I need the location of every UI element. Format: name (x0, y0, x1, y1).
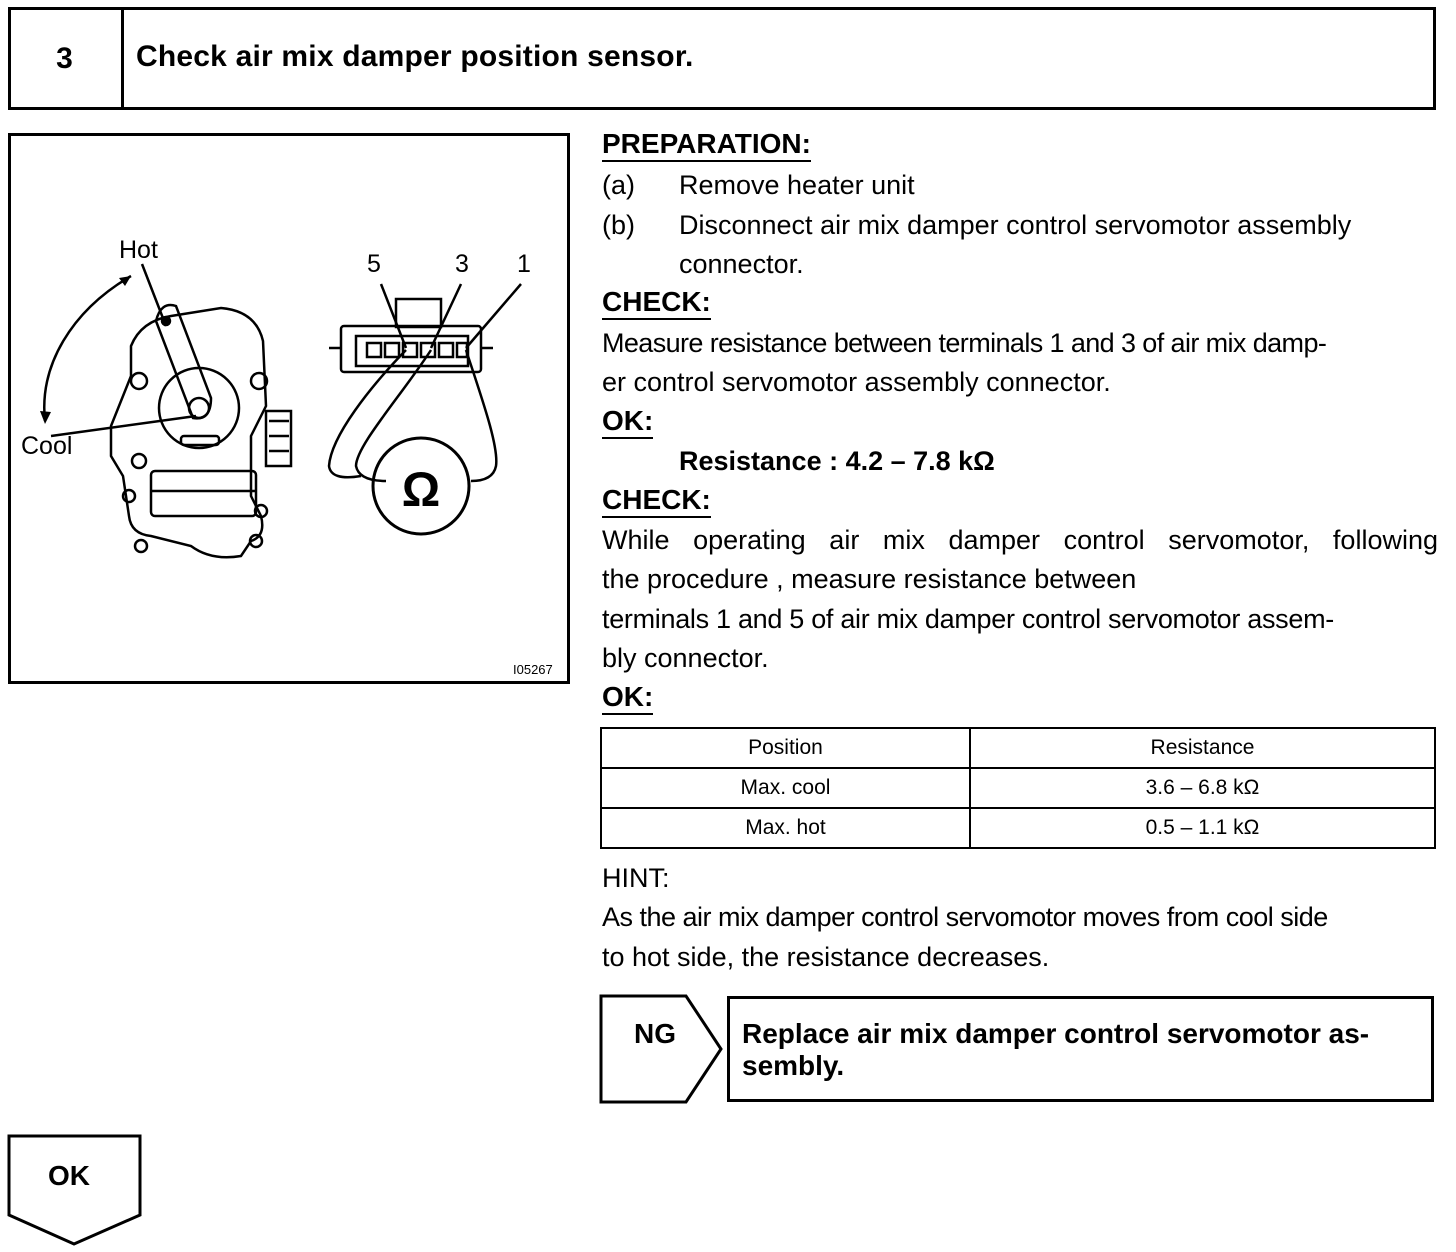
table-header-row (601, 728, 1435, 768)
check2-line3: terminals 1 and 5 of air mix damper control servomotor assem- (602, 604, 1334, 634)
prep-item-b-marker: (b) (602, 210, 635, 240)
table-cell: Max. hot (601, 808, 970, 848)
prep-item-a-marker: (a) (602, 170, 635, 200)
prep-item-a-text: Remove heater unit (679, 170, 915, 200)
ok1-heading: OK: (602, 405, 653, 439)
ng-action-text: Replace air mix damper control servomotor as-sembly. (742, 1018, 1370, 1081)
resistance-table (600, 727, 1436, 849)
check2-line4: bly connector. (602, 643, 769, 673)
step-number: 3 (8, 7, 124, 110)
ohm-symbol: Ω (401, 464, 441, 517)
check1-line1: Measure resistance between terminals 1 and 3 of air mix damp- (602, 328, 1327, 358)
step-title: Check air mix damper position sensor. (136, 40, 694, 73)
ng-label: NG (634, 1018, 676, 1049)
hot-cool-arc-icon (44, 276, 131, 421)
terminal-1-label: 1 (517, 250, 531, 278)
prep-item-b-text: Disconnect air mix damper control servomotor assembly (679, 210, 1352, 240)
prep-item-b-text-cont: connector. (679, 249, 804, 279)
servomotor-diagram (11, 136, 567, 681)
label-cool: Cool (21, 432, 73, 460)
table-cell: Max. cool (601, 768, 970, 808)
table-row (601, 768, 1435, 808)
hint-line2: to hot side, the resistance decreases. (602, 942, 1050, 972)
terminal-5-label: 5 (367, 250, 381, 278)
table-header-cell: Position (601, 728, 970, 768)
table-cell: 0.5 – 1.1 kΩ (970, 808, 1435, 848)
check1-line2: er control servomotor assembly connector. (602, 367, 1111, 397)
ok2-heading: OK: (602, 681, 653, 715)
sensor-figure (8, 133, 570, 684)
preparation-heading: PREPARATION: (602, 128, 811, 162)
hint-heading: HINT: (602, 863, 670, 893)
table-cell: 3.6 – 6.8 kΩ (970, 768, 1435, 808)
ok1-resistance: Resistance : 4.2 – 7.8 kΩ (679, 446, 995, 476)
hint-line1: As the air mix damper control servomotor moves from cool side (602, 902, 1328, 932)
table-header-cell: Resistance (970, 728, 1435, 768)
check2-line1: While operating air mix damper control servomotor, following (602, 525, 1438, 555)
check1-heading: CHECK: (602, 286, 711, 320)
terminal-3-label: 3 (455, 250, 469, 278)
table-row (601, 808, 1435, 848)
ok-flow-label: OK (48, 1160, 90, 1191)
check2-heading: CHECK: (602, 484, 711, 518)
label-hot: Hot (119, 236, 158, 264)
figure-id: I05267 (513, 662, 553, 677)
check2-line2: the procedure , measure resistance between (602, 564, 1137, 594)
